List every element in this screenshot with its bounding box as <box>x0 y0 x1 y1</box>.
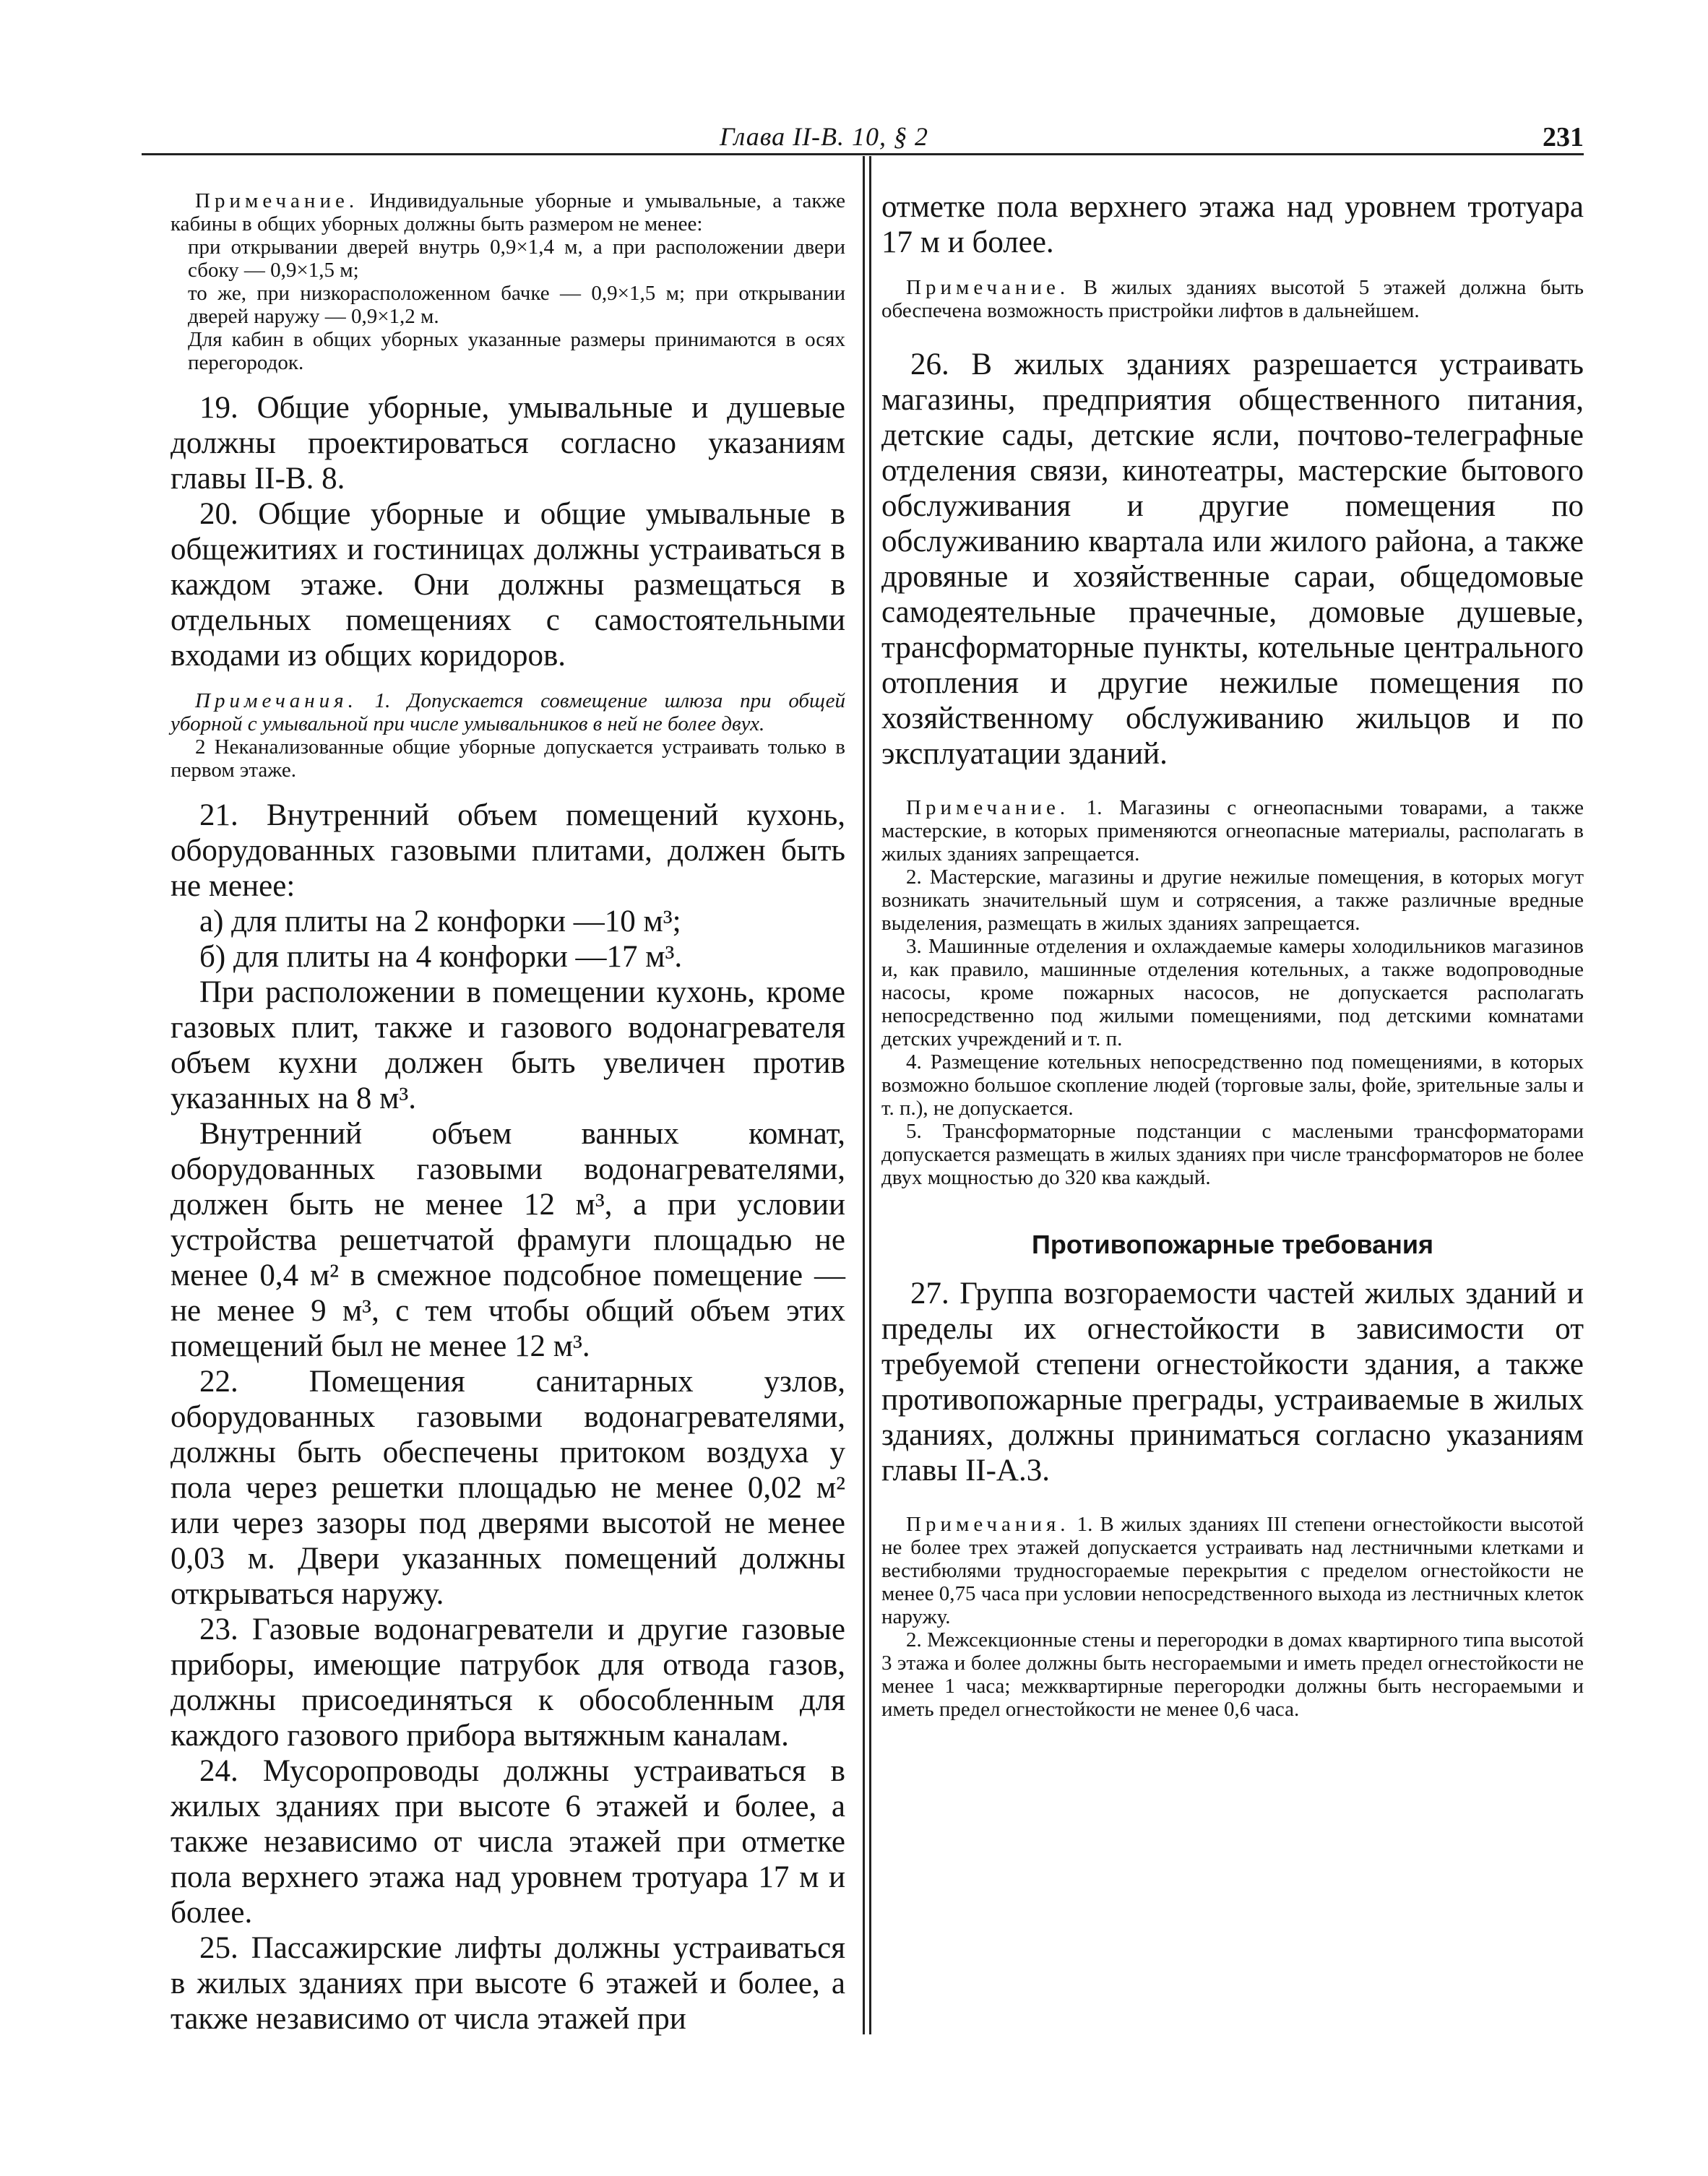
chapter-reference: Глава II-В. 10, § 2 <box>720 122 929 151</box>
left-column <box>171 189 845 2037</box>
note-line: то же, при низкорасположенном бачке — 0,9×1,5 м; при открывании дверей наружу — 0,9×1,2 м. <box>188 282 845 328</box>
clause-21-item-b: б) для плиты на 4 конфорки —17 м³. <box>199 940 683 974</box>
clause-21-paragraph: Внутренний объем ванных комнат, оборудованных газовыми водонагревателями, должен быть не менее 12 м³, а при условии устройства решетчатой фрамуги площадью не менее 0,4 м² в смежное подсобное помещение — не менее 9 м³, с тем чтобы общий объем этих помещений был не менее 12 м³. <box>171 1117 845 1363</box>
header-rule <box>142 153 1584 155</box>
clause-23: 23. Газовые водонагреватели и другие газовые приборы, имеющие патрубок для отвода газов, должны присоединяться к обособленным для каждого газового прибора вытяжным каналам. <box>171 1612 845 1753</box>
clause-26-block <box>881 347 1584 772</box>
note-item: 1. В жилых зданиях III степени огнестойкости высотой не более трех этажей допускается устраивать над лестничными клетками и вестибюлями трудносгораемые перекрытия с пределом огнестойкости не менее 0,75 часа при условии непосредственного выхода из лестничных клеток наружу. <box>881 1513 1584 1628</box>
clause-27-block <box>881 1276 1584 1488</box>
clause-25: 25. Пассажирские лифты должны устраиваться в жилых зданиях при высоте 6 этажей и более, а также независимо от числа этажей при <box>171 1931 845 2036</box>
section-heading: Противопожарные требования <box>1031 1230 1434 1259</box>
note-item: 3. Машинные отделения и охлаждаемые камеры холодильников магазинов и, как правило, машинные отделения котельных, а также водопроводные насосы, кроме пожарных насосов, не допускается располагать непосредственно под жилыми помещениями, под детскими комнатами детских учреждений и т. п. <box>881 935 1584 1050</box>
note-line: Для кабин в общих уборных указанные размеры принимаются в осях перегородок. <box>188 328 845 374</box>
note-label: Примечание. <box>906 796 1070 819</box>
note-item: 1. Магазины с огнеопасными товарами, а также мастерские, в которых применяются огнеопасные материалы, располагать в жилых зданиях запрещается. <box>881 796 1584 865</box>
note-label: Примечания. <box>195 689 358 712</box>
note-item: 1. Допускается совмещение шлюза при общей уборной с умывальной при числе умывальников в ней не более двух. <box>171 689 846 735</box>
clause-27: 27. Группа возгораемости частей жилых зданий и пределы их огнестойкости в зависимости от требуемой степени огнестойкости здания, а также противопожарные преграды, устраиваемые в жилых зданиях, должны приниматься согласно указаниям главы II-А.3. <box>881 1277 1584 1488</box>
note-item: 4. Размещение котельных непосредственно под помещениями, в которых возможно большое скопление людей (торговые залы, фойе, зрительные залы и т. п.), не допускается. <box>881 1050 1584 1120</box>
note-item: 2. Мастерские, магазины и другие нежилые помещения, в которых могут возникать значительный шум и сотрясения, а также различные вредные выделения, размещать в жилых зданиях запрещается. <box>881 865 1584 935</box>
clause-25-continuation <box>881 189 1584 260</box>
clauses-21-25 <box>171 798 845 2037</box>
note-text: Индивидуальные уборные и умывальные, а также кабины в общих уборных должны быть размером не менее: <box>171 189 845 236</box>
column-divider-right-line <box>869 156 871 2034</box>
note-shared-toilets <box>171 689 845 782</box>
clause-24: 24. Мусоропроводы должны устраиваться в жилых зданиях при высоте 6 этажей и более, а также независимо от числа этажей при отметке пола верхнего этажа над уровнем тротуара 17 м и более. <box>171 1754 845 1930</box>
page-header <box>142 121 1584 157</box>
note-elevators <box>881 276 1584 322</box>
note-label: Примечание. <box>195 189 359 212</box>
right-column <box>881 189 1584 1721</box>
note-cabin-sizes <box>171 189 845 374</box>
clause-19: 19. Общие уборные, умывальные и душевые должны проектироваться согласно указаниям главы II-В. 8. <box>171 391 845 496</box>
clause-25-cont: отметке пола верхнего этажа над уровнем тротуара 17 м и более. <box>881 190 1584 259</box>
clauses-19-20 <box>171 390 845 673</box>
clause-26: 26. В жилых зданиях разрешается устраивать магазины, предприятия общественного питания, детские сады, детские ясли, почтово-телеграфные отделения связи, кинотеатры, мастерские бытового обслуживания и другие помещения по обслуживанию квартала или жилого района, а также дровяные и хозяйственные сараи, общедомовые самодеятельные прачечные, домовые душевые, трансформаторные пункты, котельные центрального отопления и другие нежилые помещения по хозяйственному обслуживанию жильцов и по эксплуатации зданий. <box>881 347 1584 771</box>
clause-22: 22. Помещения санитарных узлов, оборудованных газовыми водонагревателями, должны быть обеспечены притоком воздуха у пола через решетки площадью не менее 0,02 м² или через зазоры под дверями высотой не менее 0,03 м. Двери указанных помещений должны открываться наружу. <box>171 1365 845 1611</box>
clause-20: 20. Общие уборные и общие умывальные в общежитиях и гостиницах должны устраиваться в каждом этаже. Они должны размещаться в отдельных помещениях с самостоятельными входами из общих коридоров. <box>171 497 845 673</box>
note-label: Примечания. <box>906 1513 1070 1536</box>
clause-21-item-a: а) для плиты на 2 конфорки —10 м³; <box>199 904 681 938</box>
note-fire-resistance <box>881 1513 1584 1721</box>
note-item: 2. Межсекционные стены и перегородки в домах квартирного типа высотой 3 этажа и более должны быть несгораемыми и иметь предел огнестойкости не менее 1 часа; межквартирные перегородки должны быть несгораемыми и иметь предел огнестойкости не менее 0,6 часа. <box>881 1628 1584 1721</box>
note-label: Примечание. <box>906 276 1070 299</box>
note-item: 2 Неканализованные общие уборные допускается устраивать только в первом этаже. <box>171 735 845 782</box>
note-shops <box>881 796 1584 1189</box>
note-line: при открывании дверей внутрь 0,9×1,4 м, а при расположении двери сбоку — 0,9×1,5 м; <box>188 236 845 282</box>
clause-21: 21. Внутренний объем помещений кухонь, оборудованных газовыми плитами, должен быть не менее: <box>171 798 845 903</box>
note-text: В жилых зданиях высотой 5 этажей должна быть обеспечена возможность пристройки лифтов в дальнейшем. <box>881 276 1584 322</box>
page-number: 231 <box>1543 122 1584 152</box>
column-divider-left-line <box>863 156 865 2034</box>
note-item: 5. Трансформаторные подстанции с маслеными трансформаторами допускается размещать в жилых зданиях при числе трансформаторов не более двух мощностью до 320 ква каждый. <box>881 1120 1584 1189</box>
clause-21-paragraph: При расположении в помещении кухонь, кроме газовых плит, также и газового водонагревателя объем кухни должен быть увеличен против указанных на 8 м³. <box>171 975 845 1115</box>
